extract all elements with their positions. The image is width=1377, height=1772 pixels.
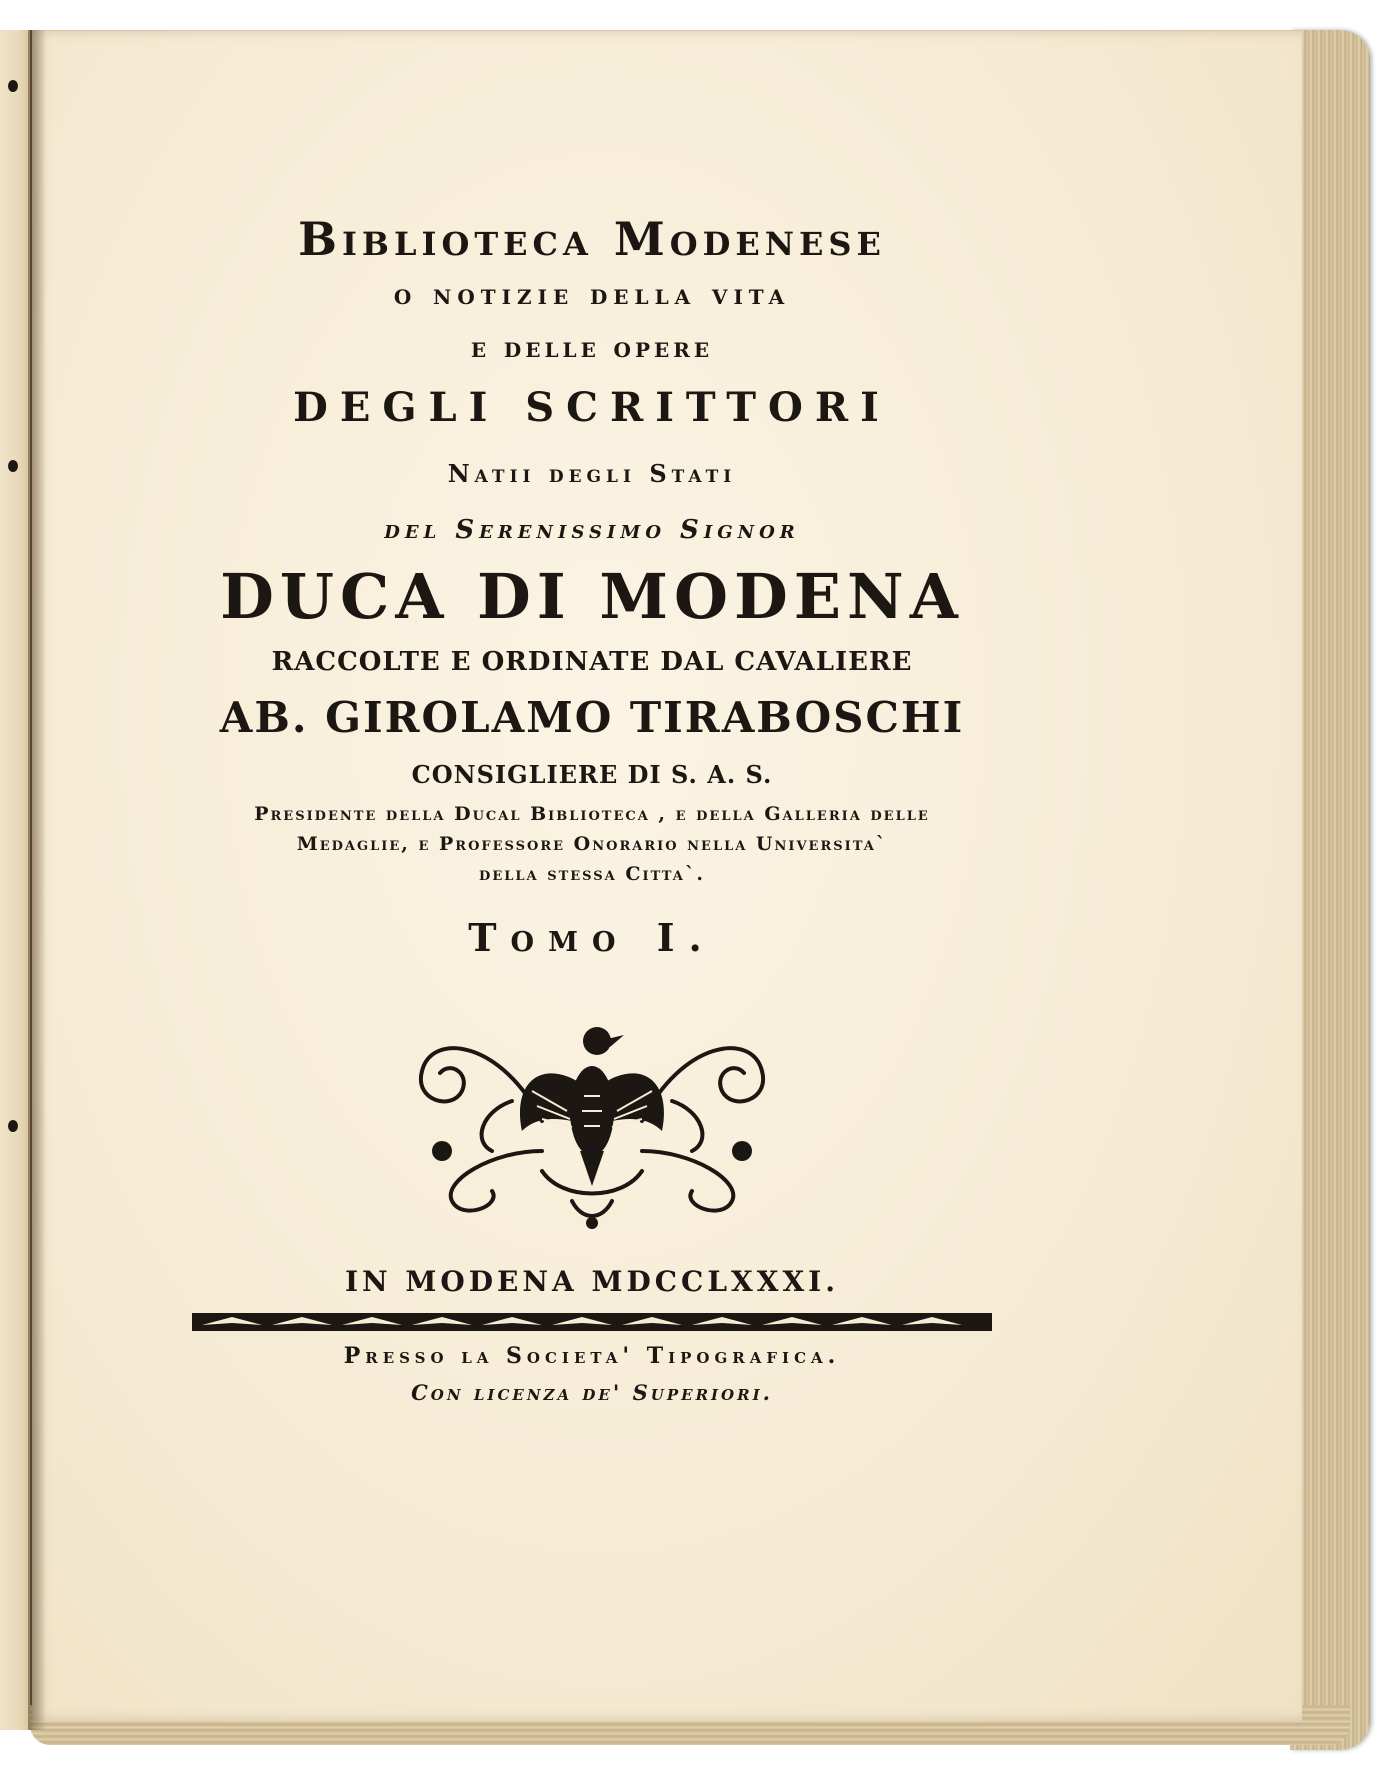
- title-page: [32, 30, 1302, 1721]
- binding-hole-icon: [8, 80, 18, 92]
- title-page-text: [162, 211, 1022, 1413]
- decorative-rule-icon: [192, 1311, 992, 1333]
- subtitle-line-1: o notizie della vita: [393, 278, 791, 311]
- main-title: DUCA DI MODENA: [220, 560, 964, 633]
- binding-hole-icon: [8, 1120, 18, 1132]
- subtitle-line-5: del Serenissimo Signor: [384, 515, 800, 545]
- imprint-place-date: IN MODENA MDCCLXXXI.: [344, 1265, 840, 1298]
- binding-hole-icon: [8, 460, 18, 472]
- compiler-line: RACCOLTE E ORDINATE DAL CAVALIERE: [271, 647, 913, 677]
- license-line: Con licenza de' Superiori.: [411, 1380, 773, 1405]
- printer-line: Presso la Societa' Tipografica.: [343, 1343, 841, 1369]
- eagle-crest-icon: [392, 1001, 792, 1231]
- subtitle-line-2: e delle opere: [470, 331, 714, 364]
- author-role: CONSIGLIERE DI S. A. S.: [411, 760, 773, 789]
- volume-number: Tomo I.: [468, 915, 716, 960]
- subtitle-line-4: Natii degli Stati: [447, 459, 737, 488]
- book-title: Biblioteca Modenese: [298, 212, 886, 266]
- author-description-2: Medaglie, e Professore Onorario nella Universita`: [296, 833, 888, 855]
- author-description-3: della stessa Citta`.: [479, 863, 705, 885]
- subtitle-line-3: DEGLI SCRITTORI: [293, 384, 891, 431]
- page-edges-right: [1290, 30, 1370, 1750]
- author-description-1: Presidente della Ducal Biblioteca , e della Galleria delle: [254, 803, 930, 825]
- spine-shadow: [28, 30, 46, 1730]
- author-name: AB. GIROLAMO TIRABOSCHI: [219, 693, 965, 742]
